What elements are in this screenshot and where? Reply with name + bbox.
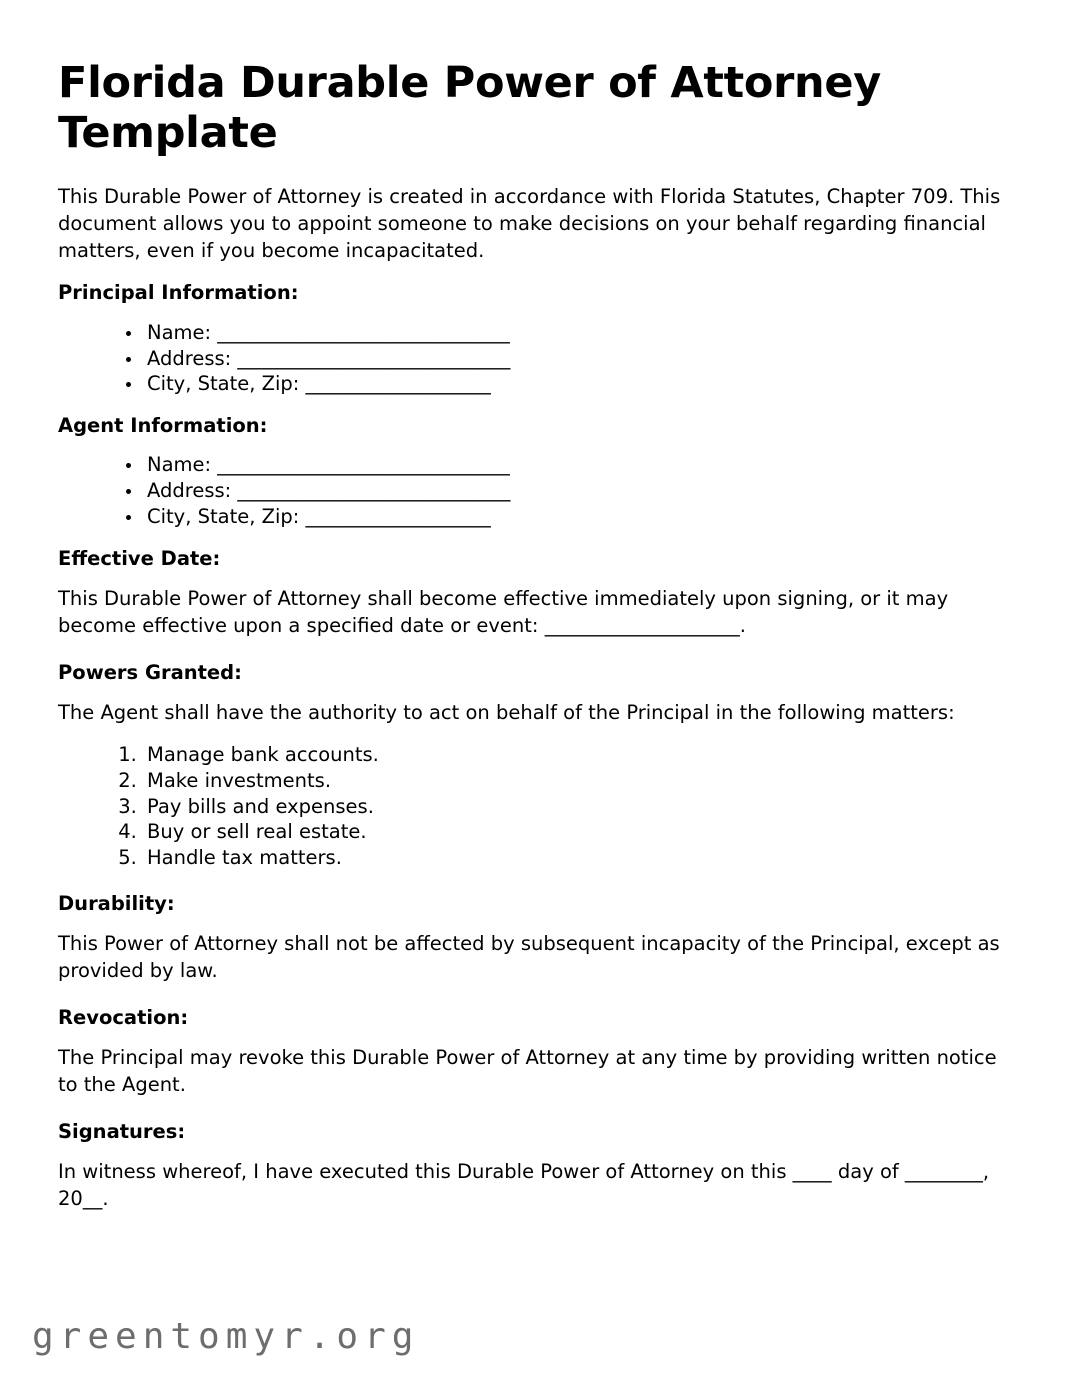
section-heading-agent-information: Agent Information: [58,414,268,438]
intro-paragraph: This Durable Power of Attorney is created in accordance with Florida Statutes, Chapter 709. This document allows you to appoint someone to make decisions on your behalf regarding financial matters, even if you become incapacitated. [58,184,1001,263]
site-watermark: greentomyr.org [32,1316,420,1357]
section-heading-revocation: Revocation: [58,1005,189,1029]
powers-granted-list [58,742,1015,871]
section-heading-durability: Durability: [58,891,175,915]
power-item: 2. Make investments. [143,768,1015,794]
field-principal-city-state-zip: • City, State, Zip: ___________________ [143,371,1015,397]
powers-granted-paragraph: The Agent shall have the authority to act on behalf of the Principal in the following matters: [58,700,955,724]
field-agent-address: • Address: ____________________________ [143,478,1015,504]
section-heading-signatures: Signatures: [58,1119,186,1143]
principal-information-fields [58,320,1015,397]
section-heading-powers-granted: Powers Granted: [58,660,242,684]
field-principal-address: • Address: ____________________________ [143,346,1015,372]
signatures-paragraph: In witness whereof, I have executed this Durable Power of Attorney on this ____ day of ________, 20__. [58,1160,990,1211]
power-item: 1. Manage bank accounts. [143,742,1015,768]
durability-paragraph: This Power of Attorney shall not be affected by subsequent incapacity of the Principal, except as provided by law. [58,932,1000,983]
field-agent-name: • Name: ______________________________ [143,452,1015,478]
revocation-paragraph: The Principal may revoke this Durable Power of Attorney at any time by providing written notice to the Agent. [58,1046,997,1097]
page-title: Florida Durable Power of Attorney Template [58,58,881,159]
section-heading-principal-information: Principal Information: [58,281,299,305]
power-item: 4. Buy or sell real estate. [143,819,1015,845]
power-item: 3. Pay bills and expenses. [143,794,1015,820]
effective-date-paragraph: This Durable Power of Attorney shall become effective immediately upon signing, or it may become effective upon a specified date or event: ____________________. [58,586,949,638]
agent-information-fields [58,452,1015,529]
field-agent-city-state-zip: • City, State, Zip: ___________________ [143,504,1015,530]
power-item: 5. Handle tax matters. [143,845,1015,871]
section-heading-effective-date: Effective Date: [58,546,221,570]
field-principal-name: • Name: ______________________________ [143,320,1015,346]
